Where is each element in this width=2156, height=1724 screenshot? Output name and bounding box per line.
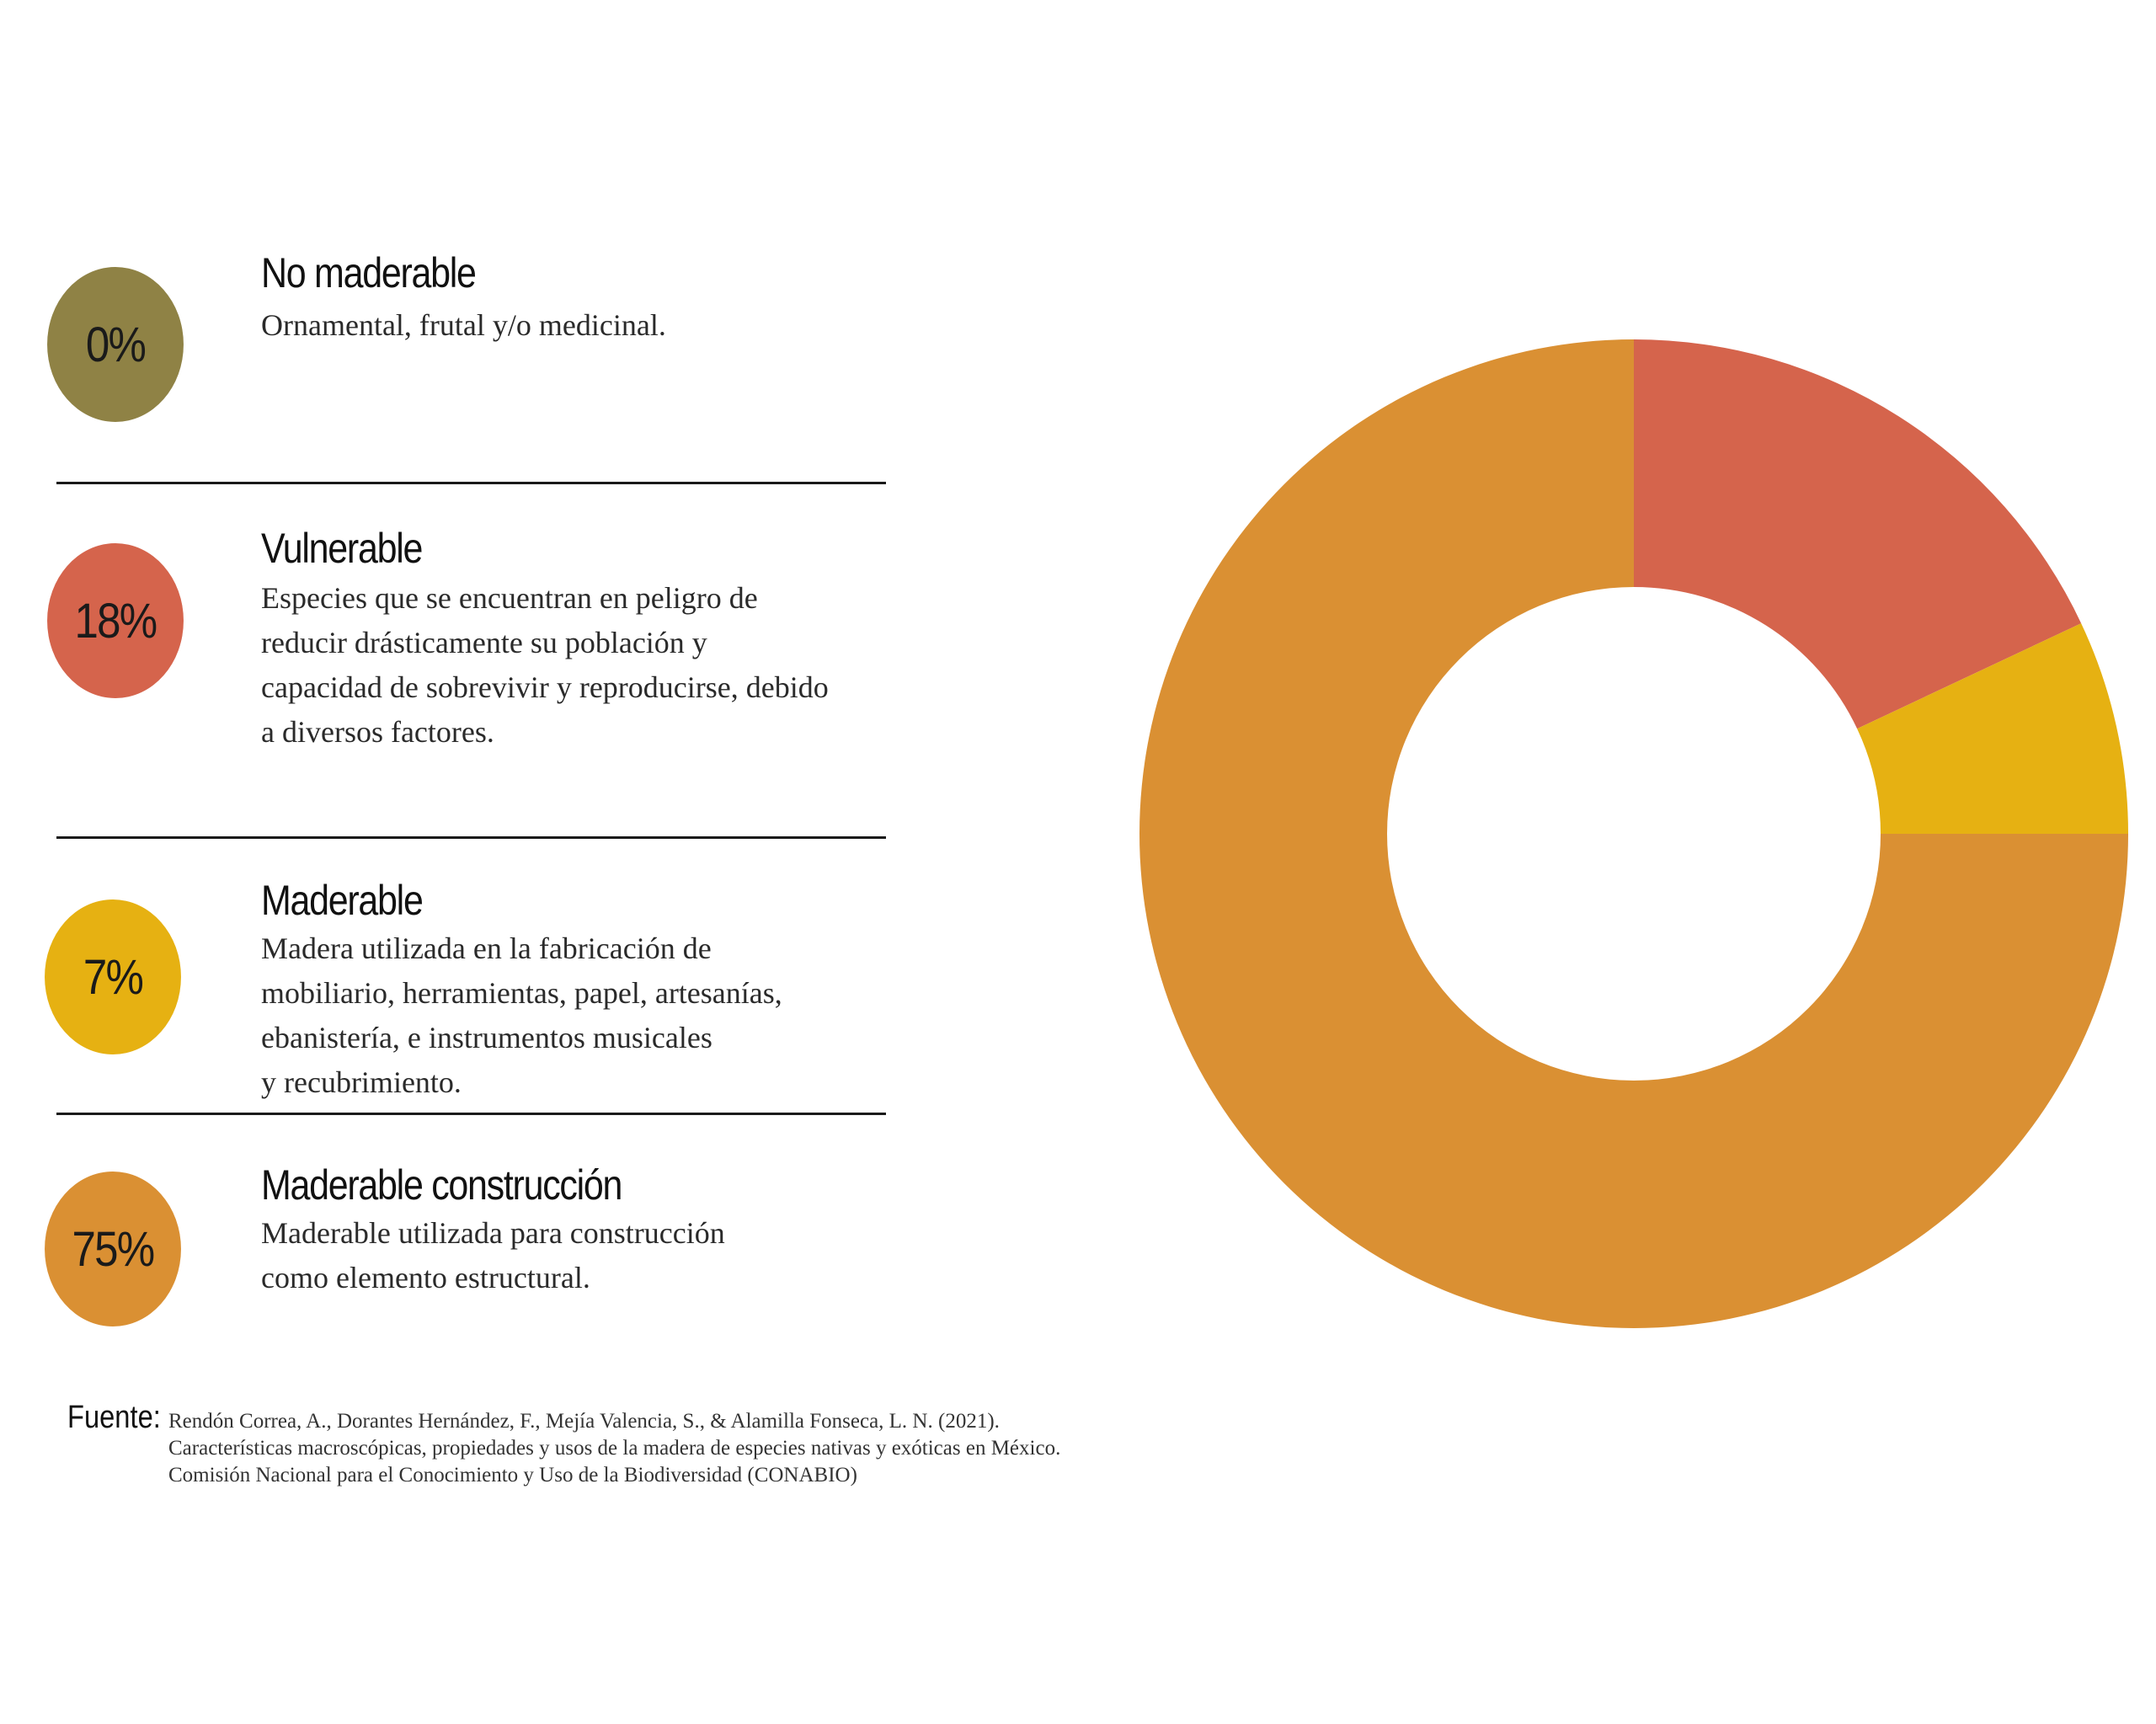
legend-description: Ornamental, frutal y/o medicinal.: [261, 308, 666, 342]
legend-description: Maderable utilizada para construcción como elemento estructural.: [261, 1216, 725, 1294]
legend-title: No maderable: [261, 249, 476, 296]
divider: [56, 482, 886, 484]
legend-title: Vulnerable: [261, 525, 423, 572]
legend-title: Maderable construcción: [261, 1161, 622, 1209]
legend-description: Madera utilizada en la fabricación de mobiliario, herramientas, papel, artesanías, ebanistería, e instrumentos musicales y recubrimiento.: [261, 931, 782, 1099]
divider: [56, 836, 886, 839]
percent-circle: 75%: [45, 1172, 181, 1326]
percent-circle: 0%: [47, 267, 184, 422]
divider: [56, 1113, 886, 1115]
percent-circle: 18%: [47, 543, 184, 698]
source-citation: Rendón Correa, A., Dorantes Hernández, F., Mejía Valencia, S., & Alamilla Fonseca, L. N. (2021). Características macroscópicas, propiedades y usos de la madera de especies nativas y exóticas en México. Comisión Nacional para el Conocimiento y Uso de la Biodiversidad (CONABIO): [168, 1410, 1061, 1486]
source-label: Fuente:: [67, 1400, 161, 1435]
donut-chart: [1137, 337, 2148, 1348]
percent-circle: 7%: [45, 899, 181, 1054]
legend-title: Maderable: [261, 877, 423, 924]
legend-description: Especies que se encuentran en peligro de reducir drásticamente su población y capacidad de sobrevivir y reproducirse, debido a diversos factores.: [261, 581, 829, 749]
